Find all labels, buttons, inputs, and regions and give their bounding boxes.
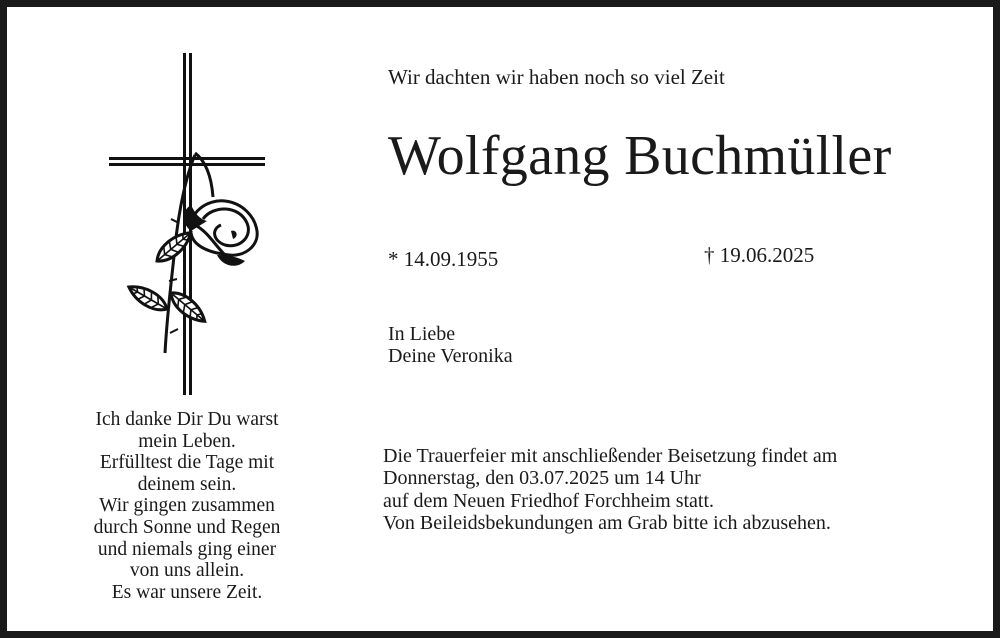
poem-line: mein Leben.: [138, 430, 236, 452]
birth-date: * 14.09.1955: [388, 247, 499, 271]
death-date: † 19.06.2025: [704, 243, 815, 267]
signoff-signature: Deine Veronika: [388, 345, 513, 367]
poem-line: durch Sonne und Regen: [93, 516, 281, 538]
poem-line: Wir gingen zusammen: [99, 495, 275, 517]
service-line: Von Beileidsbekundungen am Grab bitte ich abzusehen.: [383, 512, 831, 535]
intro-quote: Wir dachten wir haben noch so viel Zeit: [388, 65, 725, 89]
poem-line: von uns allein.: [129, 560, 245, 582]
service-line: auf dem Neuen Friedhof Forchheim statt.: [383, 489, 715, 512]
memorial-poem: [47, 409, 327, 603]
signoff: [388, 323, 513, 367]
poem-line: Ich danke Dir Du warst: [95, 409, 279, 430]
poem-line: Es war unsere Zeit.: [111, 581, 263, 603]
deceased-name: Wolfgang Buchmüller: [388, 125, 892, 187]
cross-with-rose-icon: [99, 47, 279, 399]
service-line: Donnerstag, den 03.07.2025 um 14 Uhr: [383, 467, 701, 490]
poem-line: und niemals ging einer: [97, 538, 277, 560]
poem-line: Erfülltest die Tage mit: [99, 452, 275, 474]
service-line: Die Trauerfeier mit anschließender Beisetzung findet am: [383, 445, 838, 467]
signoff-line: In Liebe: [388, 323, 456, 345]
funeral-service-info: [383, 445, 837, 535]
poem-line: deinem sein.: [137, 473, 237, 495]
